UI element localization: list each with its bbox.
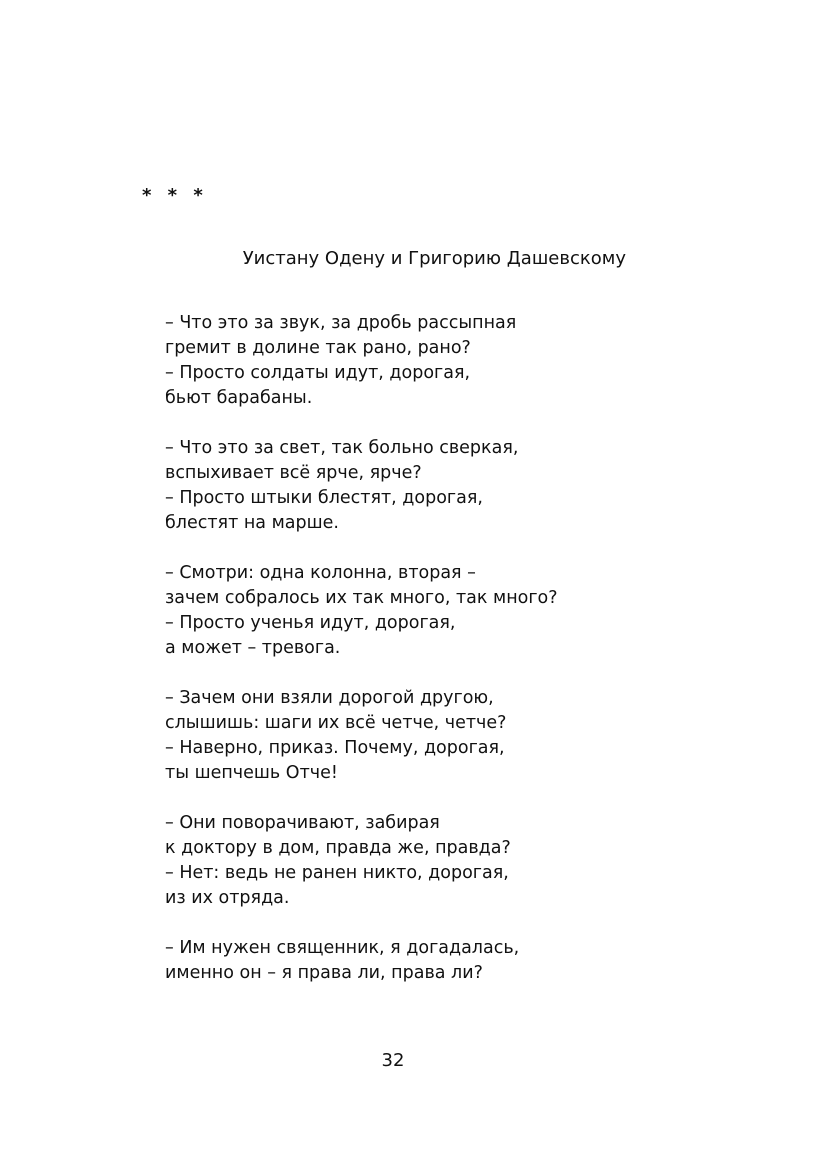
poem-line: – Просто ученья идут, дорогая, xyxy=(165,613,456,633)
poem-line: – Смотри: одна колонна, вторая – xyxy=(165,563,476,583)
poem-line: – Зачем они взяли дорогой другою, xyxy=(165,688,494,708)
stanza-1 xyxy=(165,311,725,411)
poem-line: а может – тревога. xyxy=(165,638,341,658)
poem-line: – Они поворачивают, забирая xyxy=(165,813,440,833)
poem-line: ты шепчешь Отче! xyxy=(165,763,338,783)
poem-line: – Просто штыки блестят, дорогая, xyxy=(165,488,483,508)
poem-line: именно он – я права ли, права ли? xyxy=(165,963,483,983)
poem-line: – Нет: ведь не ранен никто, дорогая, xyxy=(165,863,509,883)
poem-line: блестят на марше. xyxy=(165,513,339,533)
poem-line: – Что это за звук, за дробь рассыпная xyxy=(165,313,517,333)
page-number: 32 xyxy=(381,1050,405,1071)
poem-line: бьют барабаны. xyxy=(165,388,313,408)
poem-line: слышишь: шаги их всё четче, четче? xyxy=(165,713,507,733)
dedication: Уистану Одену и Григорию Дашевскому xyxy=(242,248,626,269)
poem-line: зачем собралось их так много, так много? xyxy=(165,588,558,608)
poem-line: гремит в долине так рано, рано? xyxy=(165,338,471,358)
poem-line: – Им нужен священник, я догадалась, xyxy=(165,938,520,958)
stanza-3 xyxy=(165,561,725,661)
poem-line: вспыхивает всё ярче, ярче? xyxy=(165,463,422,483)
poem-line: – Просто солдаты идут, дорогая, xyxy=(165,363,471,383)
stanza-6 xyxy=(165,936,725,986)
poem-line: – Что это за свет, так больно сверкая, xyxy=(165,438,519,458)
section-separator-stars: * * * xyxy=(142,185,208,206)
poem-line: – Наверно, приказ. Почему, дорогая, xyxy=(165,738,505,758)
poem-line: к доктору в дом, правда же, правда? xyxy=(165,838,511,858)
poem-line: из их отряда. xyxy=(165,888,290,908)
poem-body xyxy=(165,311,725,1011)
stanza-2 xyxy=(165,436,725,536)
stanza-4 xyxy=(165,686,725,786)
stanza-5 xyxy=(165,811,725,911)
